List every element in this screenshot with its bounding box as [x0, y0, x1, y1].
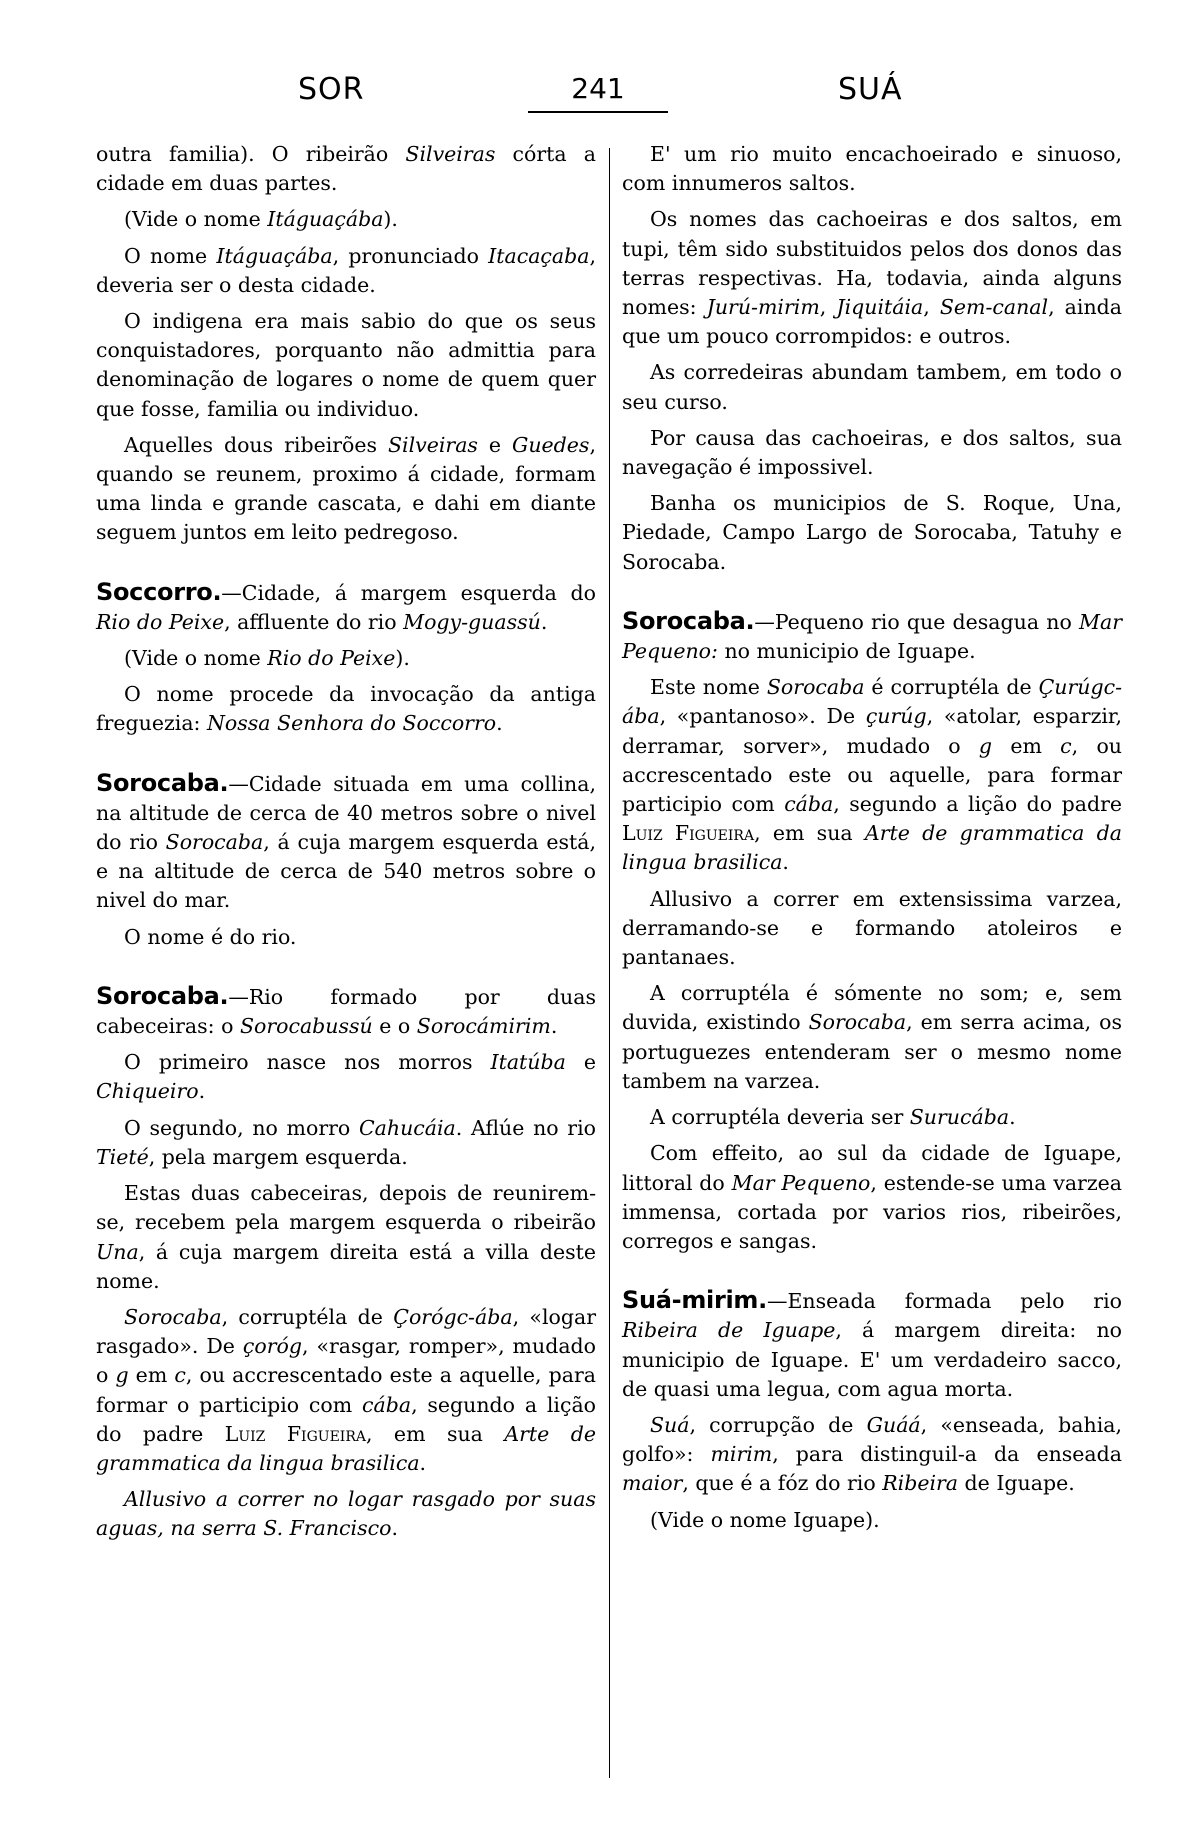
right-headword: SUÁ	[838, 72, 903, 107]
entry-headword: Suá-mirim.	[622, 1286, 767, 1315]
paragraph: Com effeito, ao sul da cidade de Iguape, littoral do Mar Pequeno, estende-se uma varzea immensa, cortada por varios rios, ribeirões, corregos e sangas.	[622, 1141, 1122, 1253]
page-number: 241	[528, 72, 668, 113]
paragraph: Aquelles dous ribeirões Silveiras e Guedes, quando se reunem, proximo á cidade, formam uma linda e grande cascata, e dahi em diante seguem juntos em leito pedregoso.	[96, 432, 596, 545]
entry-sorocaba-rio: Sorocaba.—Rio formado por duas cabeceiras: o Sorocabussú e o Sorocámirim.	[96, 981, 596, 1039]
entry-headword: Sorocaba.	[96, 768, 229, 797]
entry-headword: Sorocaba.	[96, 981, 229, 1010]
entry-soccorro: Soccorro.—Cidade, á margem esquerda do Rio do Peixe, affluente do rio Mogy-guassú.	[96, 577, 596, 634]
paragraph: A corruptéla é sómente no som; e, sem duvida, existindo Sorocaba, em serra acima, os portuguezes entenderam ser o mesmo nome tambem na varzea.	[622, 981, 1122, 1093]
paragraph: (Vide o nome Itáguaçába).	[124, 207, 398, 232]
entry-headword: Sorocaba.	[622, 606, 755, 635]
paragraph: O nome Itáguaçába, pronunciado Itacaçaba, deveria ser o desta cidade.	[96, 243, 596, 297]
paragraph: Por causa das cachoeiras, e dos saltos, sua navegação é impossivel.	[622, 425, 1122, 480]
page-header	[0, 72, 1200, 122]
right-column	[622, 140, 1122, 1542]
paragraph: Suá, corrupção de Guáá, «enseada, bahia, golfo»: mirim, para distinguil-a da enseada maior, que é a fóz do rio Ribeira de Iguape.	[622, 1412, 1122, 1496]
paragraph: Este nome Sorocaba é corruptéla de Çurúgc-ába, «pantanoso». De çurúg, «atolar, esparzir, derramar, sorver», mudado o g em c, ou accrescentado este ou aquelle, para formar participio com cába, segundo a lição do padre Luiz Figueira, em sua Arte de grammatica da lingua brasilica.	[622, 675, 1122, 875]
entry-headword: Soccorro.	[96, 577, 222, 606]
column-divider	[609, 148, 610, 1778]
paragraph: Os nomes das cachoeiras e dos saltos, em tupi, têm sido substituidos pelos dos donos das terras respectivas. Ha, todavia, ainda alguns nomes: Jurú-mirim, Jiquitáia, Sem-canal, ainda que um pouco corrompidos: e outros.	[622, 207, 1123, 349]
paragraph: O nome procede da invocação da antiga freguezia: Nossa Senhora do Soccorro.	[96, 682, 596, 736]
paragraph: O nome é do rio.	[124, 924, 297, 949]
paragraph: Banha os municipios de S. Roque, Una, Piedade, Campo Largo de Sorocaba, Tatuhy e Sorocaba.	[622, 491, 1122, 574]
paragraph: A corruptéla deveria ser Surucába.	[650, 1105, 1016, 1130]
paragraph: E' um rio muito encachoeirado e sinuoso, com innumeros saltos.	[622, 142, 1122, 196]
entry-sorocaba-cidade: Sorocaba.—Cidade situada em uma collina, na altitude de cerca de 40 metros sobre o nivel do rio Sorocaba, á cuja margem esquerda está, e na altitude de cerca de 540 metros sobre o nivel do mar.	[96, 768, 596, 913]
paragraph: outra familia). O ribeirão Silveiras córta a cidade em duas partes.	[96, 142, 596, 196]
paragraph: Allusivo a correr no logar rasgado por suas aguas, na serra S. Francisco.	[96, 1487, 596, 1541]
paragraph: Allusivo a correr em extensissima varzea, derramando-se e formando atoleiros e pantanaes.	[622, 886, 1122, 970]
paragraph: O segundo, no morro Cahucáia. Aflúe no rio Tieté, pela margem esquerda.	[96, 1115, 596, 1169]
paragraph: O primeiro nasce nos morros Itatúba e Chiqueiro.	[96, 1050, 596, 1104]
entry-sua-mirim: Suá-mirim.—Enseada formada pelo rio Ribeira de Iguape, á margem direita: no municipio de Iguape. E' um verdadeiro sacco, de quasi uma legua, com agua morta.	[622, 1286, 1122, 1401]
left-column	[96, 140, 596, 1551]
paragraph: Sorocaba, corruptéla de Çorógc-ába, «logar rasgado». De çoróg, «rasgar, romper», mudado o g em c, ou accrescentado este a aquelle, para formar o participio com cába, segundo a lição do padre Luiz Figueira, em sua Arte de grammatica da lingua brasilica.	[96, 1304, 597, 1475]
paragraph: (Vide o nome Iguape).	[650, 1507, 880, 1532]
paragraph: Estas duas cabeceiras, depois de reunirem-se, recebem pela margem esquerda o ribeirão Una, á cuja margem direita está a villa deste nome.	[96, 1181, 596, 1293]
paragraph: As corredeiras abundam tambem, em todo o seu curso.	[622, 360, 1122, 414]
paragraph: O indigena era mais sabio do que os seus conquistadores, porquanto não admittia para denominação de logares o nome de quem quer que fosse, familia ou individuo.	[96, 309, 596, 421]
left-headword: SOR	[298, 72, 365, 107]
paragraph: (Vide o nome Rio do Peixe).	[124, 646, 410, 671]
entry-sorocaba-pequeno-rio: Sorocaba.—Pequeno rio que desagua no Mar Pequeno: no municipio de Iguape.	[622, 606, 1122, 664]
